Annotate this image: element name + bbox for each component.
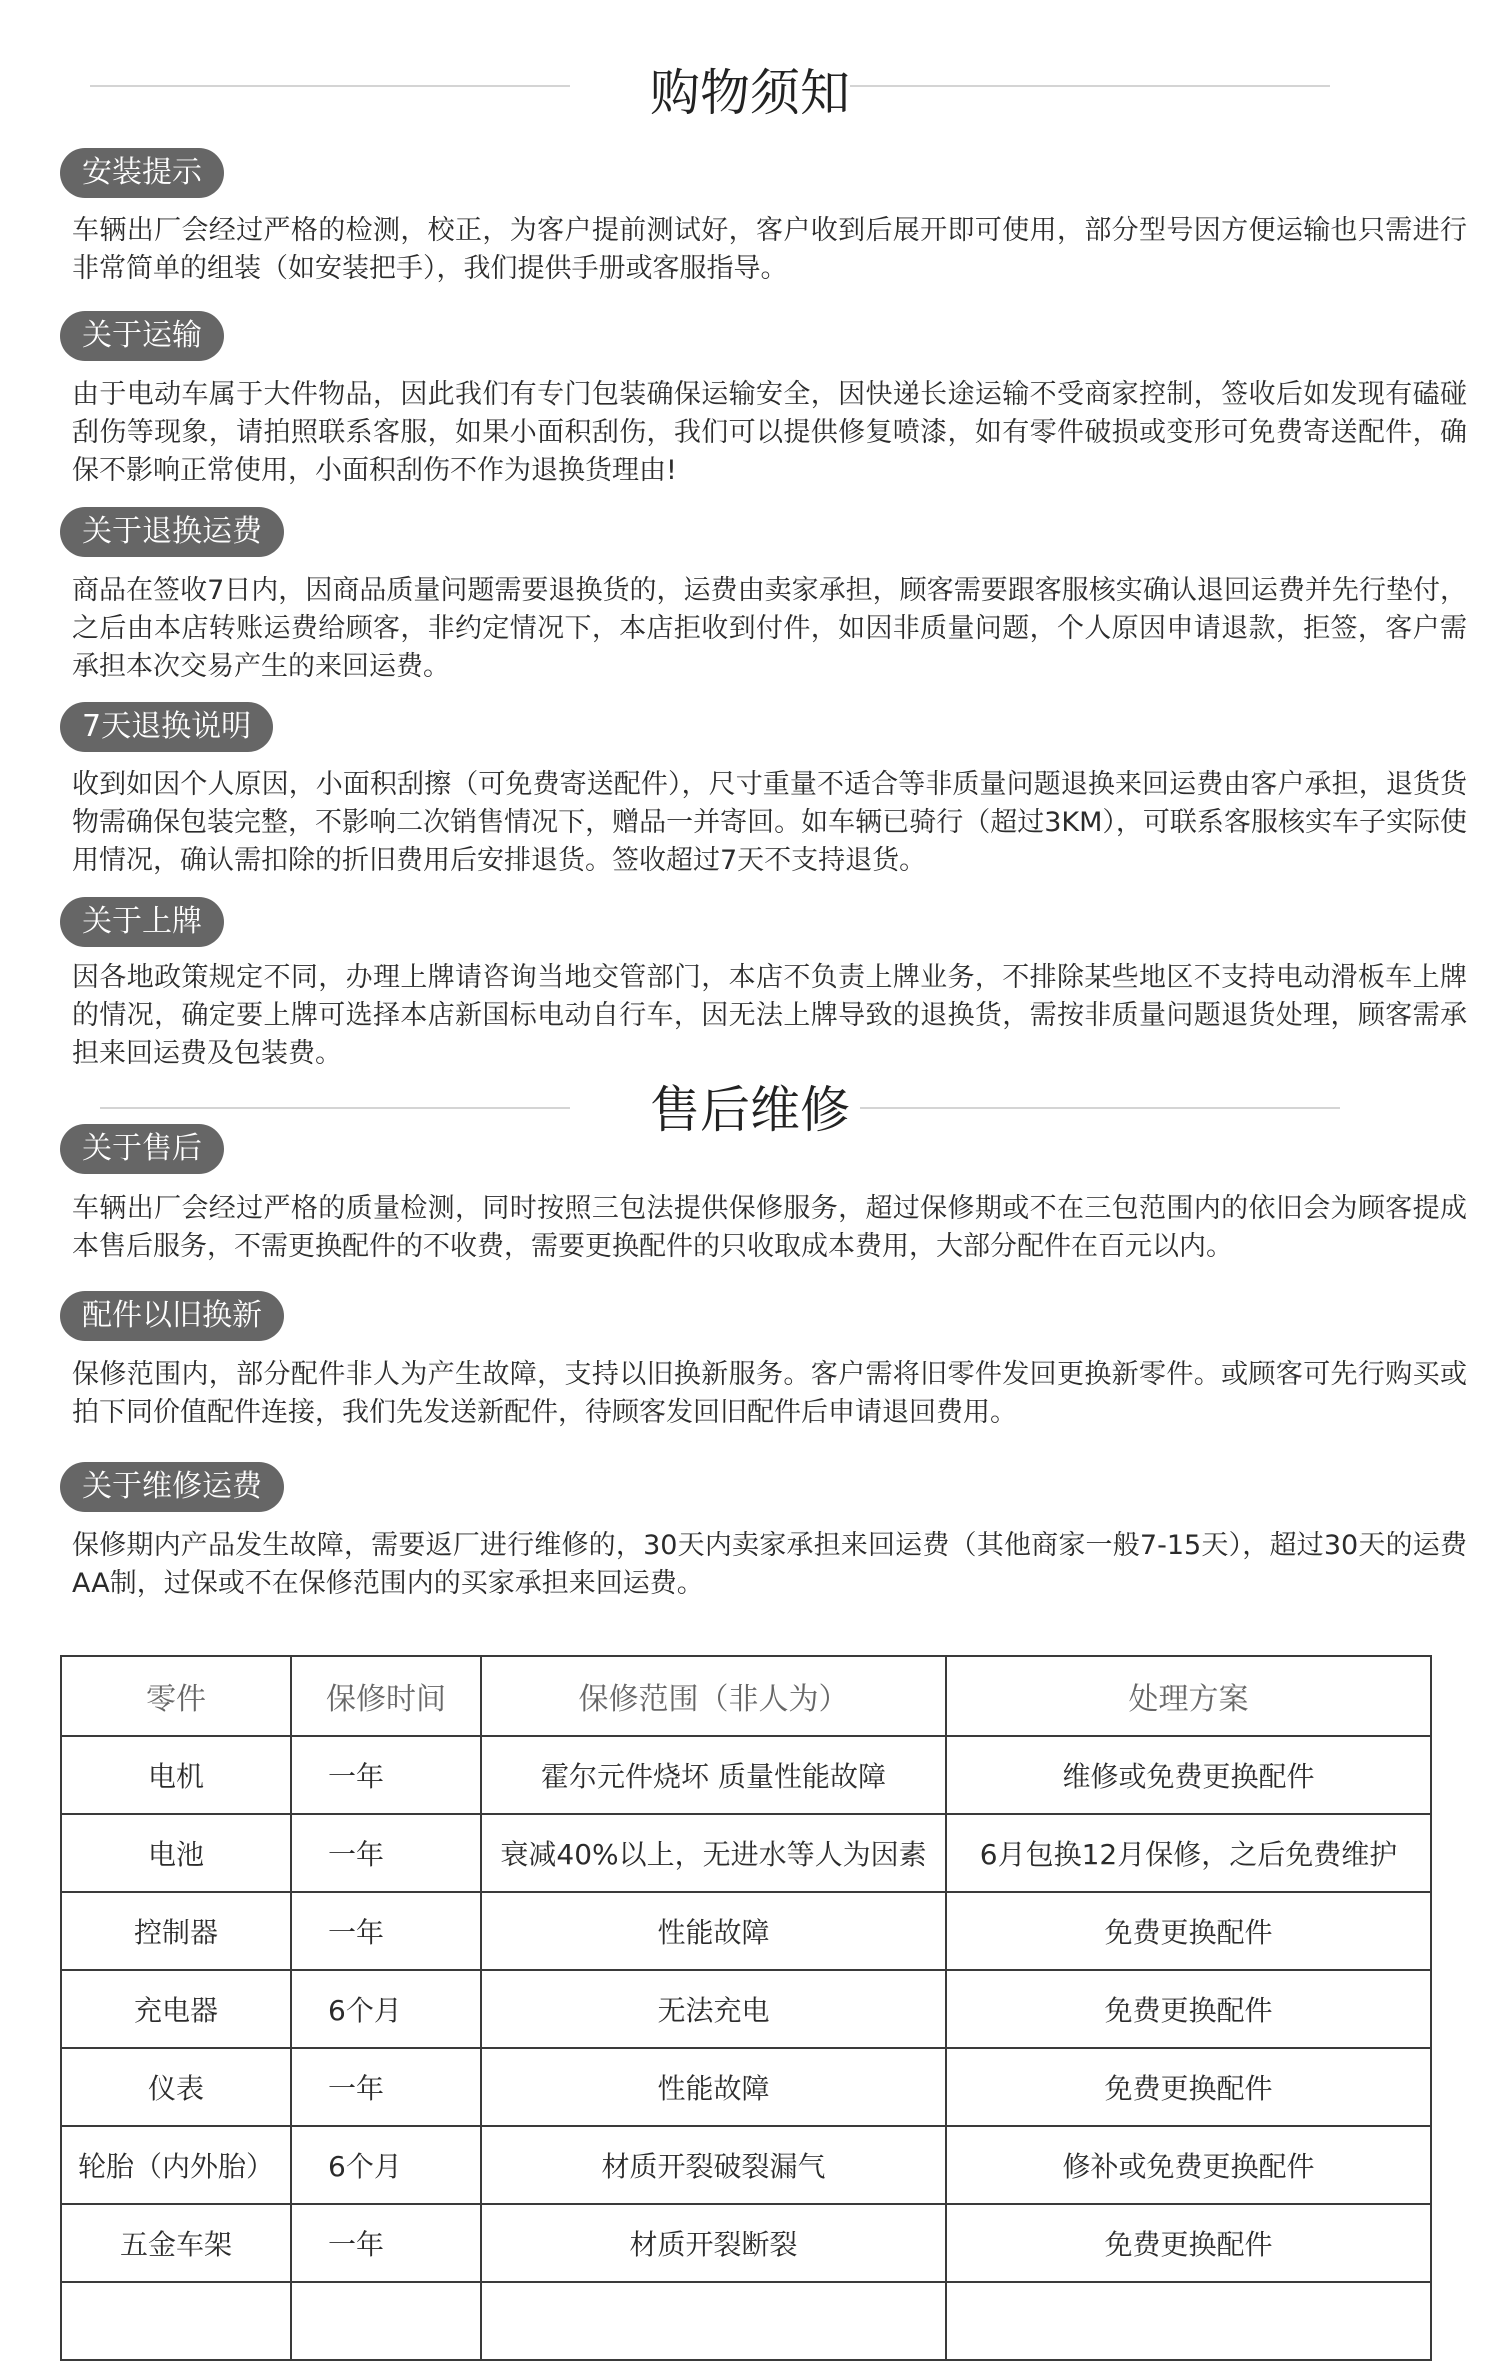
cell-scope: 材质开裂断裂 <box>481 2204 946 2282</box>
cell-solution: 免费更换配件 <box>946 2048 1431 2126</box>
cell-scope: 性能故障 <box>481 1892 946 1970</box>
cell-period: 6个月 <box>291 1970 481 2048</box>
table-row <box>61 2126 1431 2204</box>
cell-period: 一年 <box>291 1892 481 1970</box>
section-text-after-sales: 车辆出厂会经过严格的质量检测，同时按照三包法提供保修服务，超过保修期或不在三包范围内的依旧会为顾客提成本售后服务，不需更换配件的不收费，需要更换配件的只收取成本费用，大部分配件在百元以内。 <box>72 1193 1467 1262</box>
cell-scope: 无法充电 <box>481 1970 946 2048</box>
column-header-part: 零件 <box>61 1656 291 1736</box>
section-title-after-sales: 关于售后 <box>60 1124 224 1174</box>
warranty-table <box>60 1655 1432 2361</box>
cell-period: 6个月 <box>291 2126 481 2204</box>
cell-scope: 霍尔元件烧坏 质量性能故障 <box>481 1736 946 1814</box>
heading-divider-right <box>850 85 1330 87</box>
section-text-return-freight: 商品在签收7日内，因商品质量问题需要退换货的，运费由卖家承担，顾客需要跟客服核实确认退回运费并先行垫付，之后由本店转账运费给顾客，非约定情况下，本店拒收到付件，如因非质量问题，个人原因申请退款，拒签，客户需承担本次交易产生的来回运费。 <box>72 575 1467 682</box>
cell-solution: 修补或免费更换配件 <box>946 2126 1431 2204</box>
section-text-7day-return: 收到如因个人原因，小面积刮擦（可免费寄送配件），尺寸重量不适合等非质量问题退换来回运费由客户承担，退货货物需确保包装完整，不影响二次销售情况下，赠品一并寄回。如车辆已骑行（超过3KM），可联系客服核实车子实际使用情况，确认需扣除的折旧费用后安排退货。签收超过7天不支持退货。 <box>72 769 1467 876</box>
cell-solution: 免费更换配件 <box>946 1892 1431 1970</box>
section-text-installation: 车辆出厂会经过严格的检测，校正，为客户提前测试好，客户收到后展开即可使用，部分型号因方便运输也只需进行非常简单的组装（如安装把手），我们提供手册或客服指导。 <box>72 215 1467 284</box>
cell-period: 一年 <box>291 2204 481 2282</box>
cell-part: 控制器 <box>61 1892 291 1970</box>
cell-part: 仪表 <box>61 2048 291 2126</box>
cell-solution: 6月包换12月保修，之后免费维护 <box>946 1814 1431 1892</box>
section-text-shipping: 由于电动车属于大件物品，因此我们有专门包装确保运输安全，因快递长途运输不受商家控制，签收后如发现有磕碰刮伤等现象，请拍照联系客服，如果小面积刮伤，我们可以提供修复喷漆，如有零件破损或变形可免费寄送配件，确保不影响正常使用，小面积刮伤不作为退换货理由! <box>72 379 1467 486</box>
table-row <box>61 2048 1431 2126</box>
cell-part: 电池 <box>61 1814 291 1892</box>
section-title-registration: 关于上牌 <box>60 897 224 947</box>
after-sales-heading: 售后维修 <box>650 1081 850 1139</box>
cell-scope <box>481 2282 946 2360</box>
section-title-7day-return: 7天退换说明 <box>60 702 273 752</box>
column-header-solution: 处理方案 <box>946 1656 1431 1736</box>
column-header-warranty-scope: 保修范围（非人为） <box>481 1656 946 1736</box>
column-header-warranty-period: 保修时间 <box>291 1656 481 1736</box>
section-title-installation: 安装提示 <box>60 148 224 198</box>
section-title-return-freight: 关于退换运费 <box>60 507 284 557</box>
table-header-row <box>61 1656 1431 1736</box>
cell-period: 一年 <box>291 2048 481 2126</box>
section-text-registration: 因各地政策规定不同，办理上牌请咨询当地交管部门，本店不负责上牌业务，不排除某些地区不支持电动滑板车上牌的情况，确定要上牌可选择本店新国标电动自行车，因无法上牌导致的退换货，需按非质量问题退货处理，顾客需承担来回运费及包装费。 <box>72 962 1467 1069</box>
section-text-repair-freight: 保修期内产品发生故障，需要返厂进行维修的，30天内卖家承担来回运费（其他商家一般7-15天），超过30天的运费AA制，过保或不在保修范围内的买家承担来回运费。 <box>72 1530 1467 1599</box>
section-title-parts-trade-in: 配件以旧换新 <box>60 1291 284 1341</box>
cell-part <box>61 2282 291 2360</box>
shopping-notice-heading: 购物须知 <box>650 64 850 122</box>
cell-scope: 性能故障 <box>481 2048 946 2126</box>
table-row <box>61 1736 1431 1814</box>
cell-period: 一年 <box>291 1814 481 1892</box>
cell-part: 电机 <box>61 1736 291 1814</box>
table-row <box>61 1814 1431 1892</box>
cell-part: 五金车架 <box>61 2204 291 2282</box>
cell-solution: 维修或免费更换配件 <box>946 1736 1431 1814</box>
cell-part: 充电器 <box>61 1970 291 2048</box>
cell-solution: 免费更换配件 <box>946 1970 1431 2048</box>
cell-solution <box>946 2282 1431 2360</box>
table-row <box>61 1970 1431 2048</box>
section-title-repair-freight: 关于维修运费 <box>60 1462 284 1512</box>
section-text-parts-trade-in: 保修范围内，部分配件非人为产生故障，支持以旧换新服务。客户需将旧零件发回更换新零件。或顾客可先行购买或拍下同价值配件连接，我们先发送新配件，待顾客发回旧配件后申请退回费用。 <box>72 1359 1467 1428</box>
cell-period <box>291 2282 481 2360</box>
cell-scope: 材质开裂破裂漏气 <box>481 2126 946 2204</box>
table-row <box>61 1892 1431 1970</box>
cell-part: 轮胎（内外胎） <box>61 2126 291 2204</box>
heading-divider-right <box>860 1107 1340 1109</box>
table-row <box>61 2204 1431 2282</box>
table-row <box>61 2282 1431 2360</box>
cell-solution: 免费更换配件 <box>946 2204 1431 2282</box>
cell-period: 一年 <box>291 1736 481 1814</box>
section-title-shipping: 关于运输 <box>60 311 224 361</box>
cell-scope: 衰减40%以上，无进水等人为因素 <box>481 1814 946 1892</box>
